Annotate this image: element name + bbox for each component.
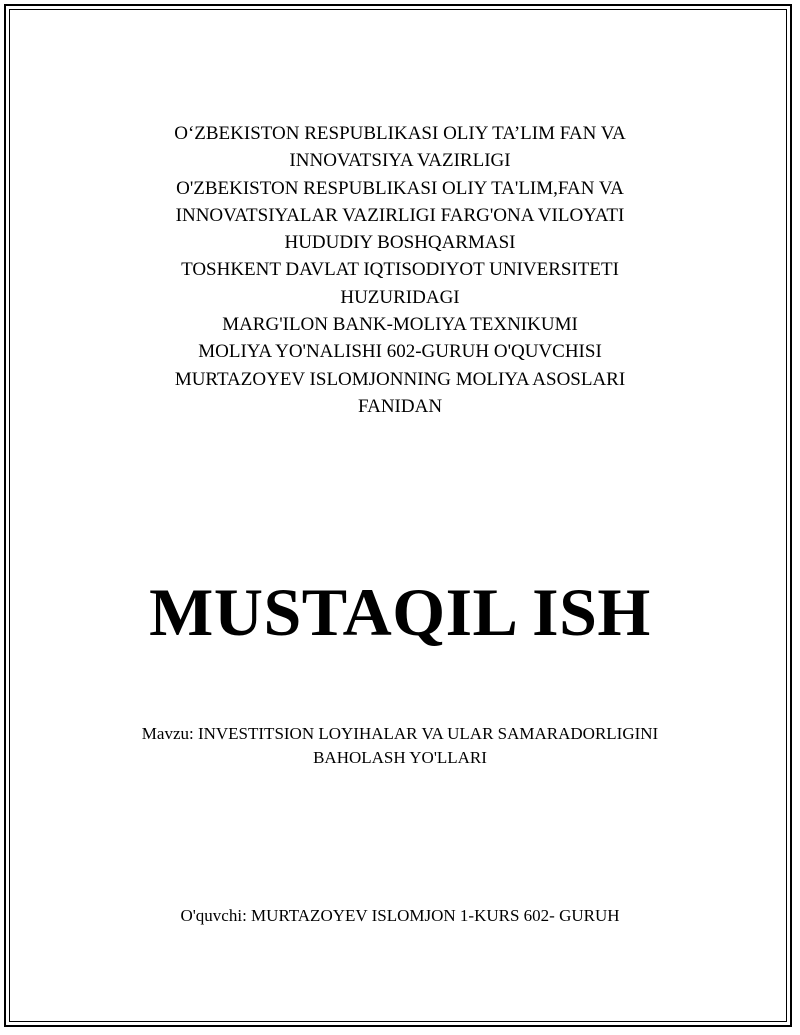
header-line: O‘ZBEKISTON RESPUBLIKASI OLIY TA’LIM FAN VA xyxy=(174,123,626,144)
topic-block xyxy=(40,722,760,770)
topic-line: Mavzu: INVESTITSION LOYIHALAR VA ULAR SAMARADORLIGINI xyxy=(141,724,659,743)
header-line: MARG'ILON BANK-MOLIYA TEXNIKUMI xyxy=(222,314,578,336)
document-title: MUSTAQIL ISH xyxy=(149,574,651,650)
header-line: MOLIYA YO'NALISHI 602-GURUH O'QUVCHISI xyxy=(198,341,602,363)
institution-header xyxy=(40,120,760,420)
header-line: INNOVATSIYALAR VAZIRLIGI FARG'ONA VILOYATI xyxy=(175,204,625,226)
header-line: HUZURIDAGI xyxy=(340,286,460,308)
header-line: MURTAZOYEV ISLOMJONNING MOLIYA ASOSLARI xyxy=(174,368,626,390)
header-line: FANIDAN xyxy=(357,395,443,417)
header-line: HUDUDIY BOSHQARMASI xyxy=(284,232,516,254)
header-line: O'ZBEKISTON RESPUBLIKASI OLIY TA'LIM,FAN VA xyxy=(176,177,624,199)
header-line: TOSHKENT DAVLAT IQTISODIYOT UNIVERSITETI xyxy=(181,259,619,281)
student-info: O'quvchi: MURTAZOYEV ISLOMJON 1-KURS 602- GURUH xyxy=(180,906,620,925)
topic-line: BAHOLASH YO'LLARI xyxy=(313,748,487,767)
header-line: INNOVATSIYA VAZIRLIGI xyxy=(289,150,511,172)
